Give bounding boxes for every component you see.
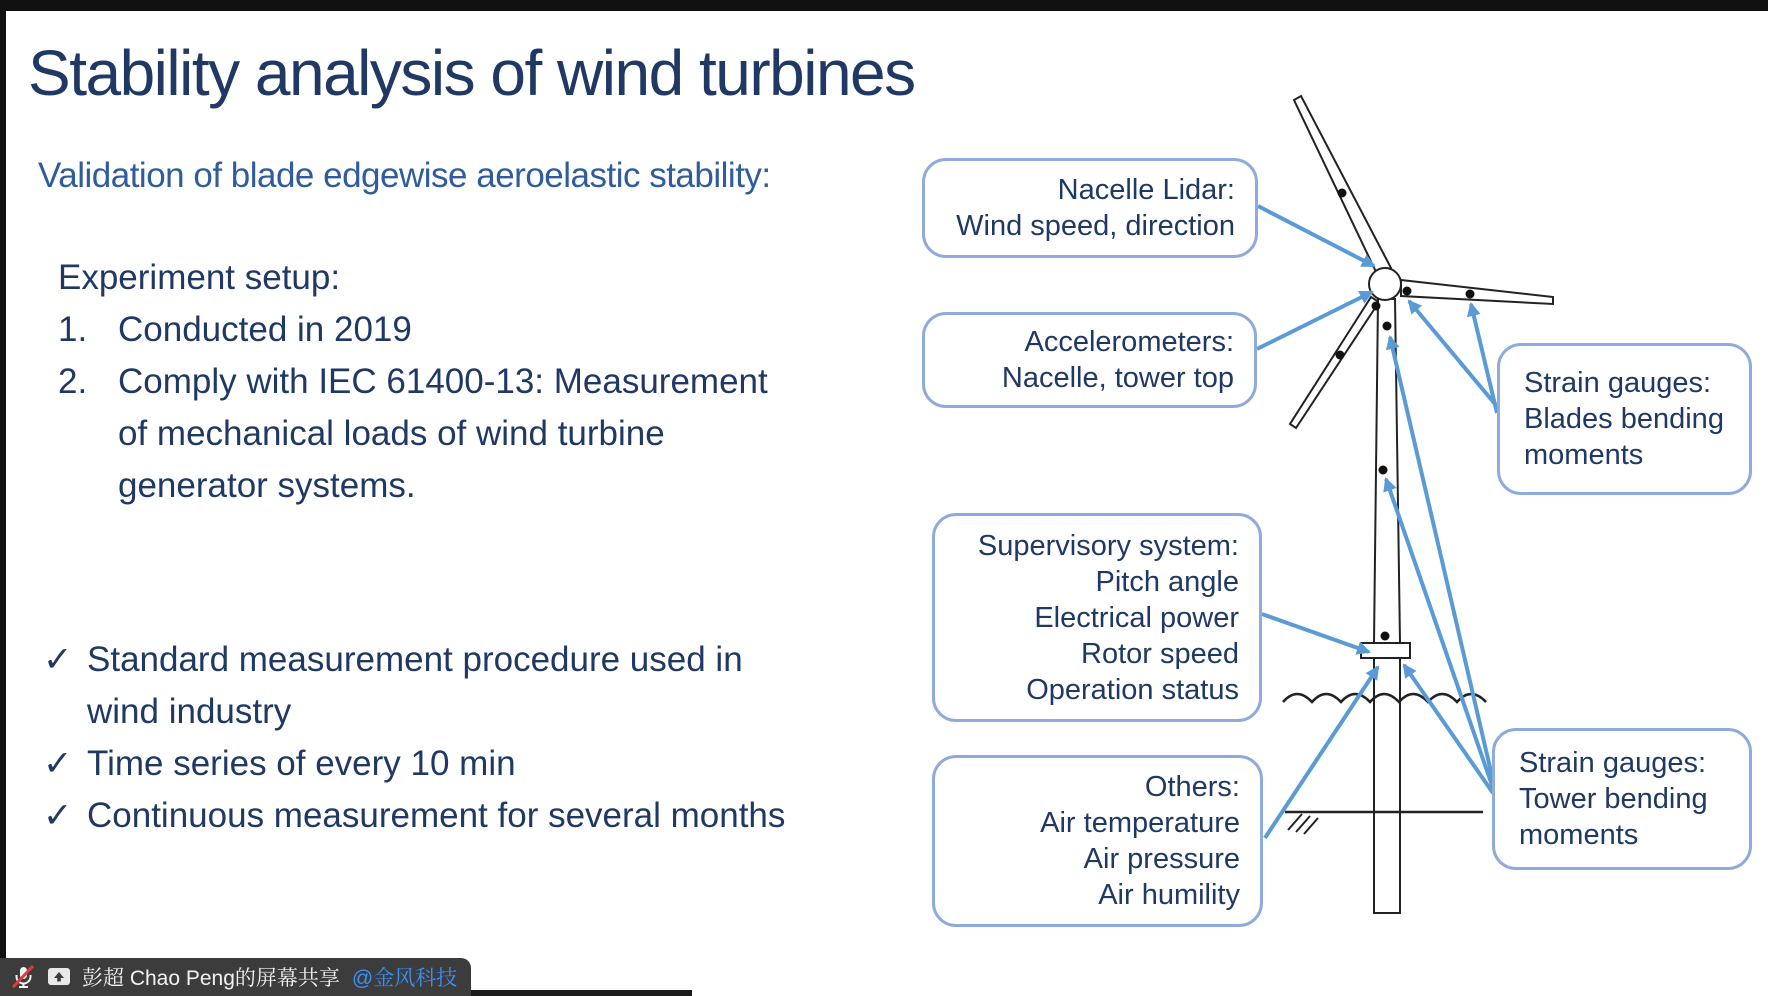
callout-line: Wind speed, direction: [956, 210, 1235, 242]
callout-line: Pitch angle: [1095, 565, 1239, 598]
mention-link[interactable]: @金风科技: [351, 967, 458, 990]
item-text: Comply with IEC 61400-13: Measurement of mechanical loads of wind turbine generator systems.: [118, 362, 768, 505]
callout-line: Supervisory system:: [977, 529, 1239, 562]
slide-title: Stability analysis of wind turbines: [28, 37, 915, 109]
sensor-dot: [1381, 632, 1390, 641]
screen-share-bar[interactable]: [0, 958, 471, 996]
check-item: [43, 790, 833, 842]
item-number: 1.: [58, 310, 88, 349]
callout-line: Rotor speed: [1081, 637, 1239, 670]
callout-others: [932, 755, 1263, 927]
microphone-muted-icon: [10, 964, 36, 990]
sensor-dot: [1383, 322, 1392, 331]
callout-line: Air humility: [1098, 879, 1240, 911]
arrow-strainblades-to-blade-root: [1409, 301, 1500, 410]
item-number: 2.: [58, 362, 88, 401]
arrow-supervisory-to-platform: [1262, 614, 1369, 652]
sensor-dot: [1379, 466, 1388, 475]
checkmark-icon: ✓: [43, 796, 73, 835]
callout-line: moments: [1524, 439, 1644, 471]
checkmark-icon: ✓: [43, 744, 73, 783]
sensor-dot: [1372, 302, 1381, 311]
sensor-dot: [1336, 351, 1345, 360]
callout-line: Strain gauges:: [1519, 747, 1707, 779]
turbine-blade-right: [1401, 280, 1553, 304]
checklist-block: [43, 634, 833, 842]
check-item: [43, 634, 833, 738]
callout-line: Nacelle Lidar:: [1057, 174, 1235, 206]
sensor-dot: [1338, 189, 1347, 198]
turbine-blade-up: [1294, 96, 1391, 274]
presenter-label: 彭超 Chao Peng的屏幕共享: [82, 967, 340, 990]
check-item: [43, 738, 833, 790]
arrow-straintower-to-towermid: [1386, 479, 1494, 791]
callout-line: Air pressure: [1083, 843, 1240, 875]
screen-border-top: [0, 0, 1768, 11]
callout-line: Electrical power: [1034, 601, 1239, 634]
callout-line: Others:: [1144, 771, 1240, 803]
slide-subtitle: Validation of blade edgewise aeroelastic stability:: [38, 156, 771, 195]
turbine-blade-down: [1290, 297, 1379, 428]
sensor-dot: [1403, 287, 1412, 296]
seabed-hatch: [1288, 814, 1318, 834]
callout-line: moments: [1519, 819, 1639, 851]
screen-border-left: [0, 0, 6, 996]
check-text: Standard measurement procedure used in wind industry: [87, 640, 743, 731]
check-text: Time series of every 10 min: [87, 744, 516, 783]
callout-strain-gauges-blades: [1497, 343, 1752, 495]
callout-supervisory-system: [932, 513, 1262, 722]
turbine-hub: [1369, 268, 1401, 300]
callout-line: Accelerometers:: [1024, 326, 1234, 358]
callout-strain-gauges-tower: [1492, 728, 1752, 870]
sensor-dot: [1466, 290, 1475, 299]
item-text: Conducted in 2019: [118, 310, 412, 349]
arrow-strainblades-to-blade-mid: [1471, 304, 1497, 413]
callout-line: Operation status: [1026, 673, 1239, 706]
numbered-item: [58, 356, 838, 512]
callout-line: Tower bending: [1519, 783, 1708, 815]
experiment-setup-block: [58, 252, 838, 512]
numbered-item: [58, 304, 838, 356]
callout-accelerometers: [922, 312, 1257, 408]
checkmark-icon: ✓: [43, 640, 73, 679]
experiment-heading: Experiment setup:: [58, 258, 341, 297]
callout-line: Nacelle, tower top: [1001, 362, 1234, 394]
callout-line: Blades bending: [1524, 403, 1724, 435]
check-text: Continuous measurement for several months: [87, 796, 786, 835]
callout-nacelle-lidar: [922, 158, 1258, 258]
screen-share-icon: [46, 964, 72, 990]
callout-line: Air temperature: [1040, 807, 1240, 839]
callout-line: Strain gauges:: [1524, 367, 1712, 399]
